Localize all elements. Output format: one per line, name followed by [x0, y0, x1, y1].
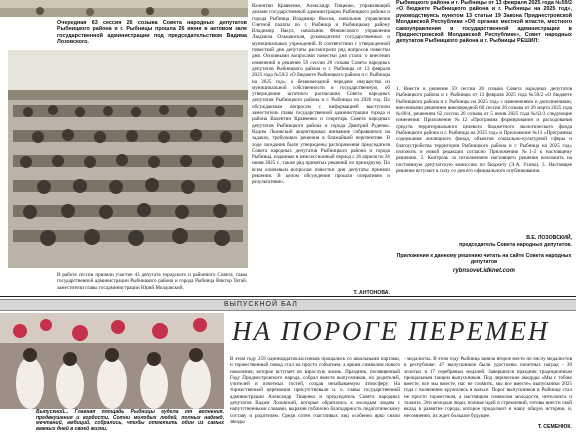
session-hall-photo [0, 0, 248, 17]
session-article-body: Валентин Кравченко, Александр Тищенко, управляющий делами государственной администрации Рыбницкого района и города Рыбница Владимир Якосик, начальник управления Счетной палаты по г. Рыбница и Рыбницкому району Владимир Накул, начальник Финансового управления Людмила Ольшанская, руководители государственных и муниципальных учреждений. В соответствии с утвержденной повесткой дня депутаты рассмотрели ряд вопросов повестки дня. Основными вопросами повестки дня стали: о внесении изменений в решение 59 сессии 26 созыва Совета народных депутатов Рыбницкого района и г. Рыбницы от 13 февраля 2025 года №59/2 «О бюджете Рыбницкого района и г. Рыбницы на 2025 год», о безвозмездной передаче имущества из муниципальной собственности в государственную, об утверждении штатного расписания Совета народных депутатов Рыбницкого района и г. Рыбницы на 2026 год. По обсуждаемым вопросам с информацией выступили заместитель главы государственной администрации города и района Валентин Кравченко и секретарь Совета народных депутатов Рыбницкого района и города Дмитрий Руденко. Вадим Лозовский акцентировал внимание собравшихся на задачах, требующих решения в ближайшей перспективе. В ходе заседания были утверждены распоряжения председателя Совета народных депутатов Рыбницкого района и города Рыбница, изданные в межсессионный период с 26 апреля по 26 июня 2025 г., также ряд принятых решений по президиуму. По всем ключевым вопросам повестки дня депутаты приняли решения. В целом обсуждения прошли оперативно и результативно. [252, 3, 390, 186]
budget-decision-signature: В.Е. ЛОЗОВСКИЙ, [526, 235, 572, 241]
graduates-photo [0, 313, 224, 409]
session-participants-caption: В работе сессии приняли участие 43 депутата городского и районного Совета, глава государственной администрации Рыбницкого района и города Рыбница Виктор Тягай, заместители главы госадминистрации Юрий Молдовский, [57, 272, 247, 291]
session-lead-paragraph: Очередная 63 сессия 26 созыва Совета народных депутатов Рыбницкого района и г. Рыбницы прошла 26 июня в актовом зале государственной администрации под председательством Вадима Лозовского. [57, 20, 247, 46]
budget-appendix-note: Приложения к данному решению читать на сайте Совета народных депутатов [396, 253, 572, 266]
graduation-article-body-2: - медалисты. В этом году Рыбница заняла второе место по числу медалистов в республике: 47 выпускников были удостоены почетных наград - 30 золотых и 17 серебряных медалей. Завершился праздник традиционным прощальным танцем выпускников. Под лирические аккорды «Мы с тобою вместе, все мы вместе, нас не сломить, мы все вместе» выпускники 2025 года с волнением кружились в вальсе. Порог выпускников в Рыбнице стал не просто торжеством, а настоящим символом молодости, интеллекта и таланта. Эти молодые люди, полные идей и стремлений, готовы внести свой вклад в развитие города, которое продолжит и нашу общую историю, и, несомненно, их ждет большое будущее. [404, 356, 572, 419]
graduation-article-signature: Т. СЕМЕНЮК. [537, 424, 572, 430]
graduation-headline: НА ПОРОГЕ ПЕРЕМЕН [232, 316, 550, 346]
top-section-divider [0, 296, 576, 297]
council-website-link[interactable]: rybnsovet.idknet.com [452, 268, 515, 274]
session-audience-photo [8, 50, 248, 268]
session-article-signature: Т. АНТОНОВА. [353, 290, 390, 296]
section-rubric-band [0, 299, 576, 311]
budget-decision-body: 1. Внести в решение 59 сессии 26 созыва Совета народных депутатов Рыбницкого района и г. Рыбницы от 13 февраля 2025 года №59/2 «О бюджете Рыбницкого района и г. Рыбницы на 2025 год» с изменениями и дополнениями, внесенными решением внеочередной 60 сессии 26 созыва от 26 марта 2025 года №60/4, решением 62 сессии 26 созыва от 5 июня 2025 года №62/3 следующие изменения: Приложение №12 «Программа формирования и расходования средств территориального целевого бюджетного экологического фонда Рыбницкого района и г. Рыбницы на 2025 год» и Приложение №13 «Программы содержания жилищного фонда, объектов социально-культурной сферы и благоустройства территории Рыбницкого района и г. Рыбница на 2025 год» изложить в новой редакции согласно Приложению №1-2 к настоящему решению. 2. Контроль за исполнением настоящего решения возложить на постоянную депутатскую комиссию по бюджету (Э.А. Ухина). 3. Настоящее решение вступает в силу со дня его официального опубликования. [396, 86, 572, 174]
budget-decision-signature-role: председатель Совета народных депутатов. [459, 242, 572, 248]
budget-decision-lead: Рыбницкого района и г. Рыбницы от 13 февраля 2025 года №59/2 «О бюджете Рыбницкого района и г. Рыбницы на 2025 год», руководствуясь пунктом 13 статьи 19 Закона Приднестровской Молдавской Республики «Об органах местной власти, местного самоуправления и государственной администрации в Приднестровской Молдавской Республике», Совет народных депутатов Рыбницкого района и г. Рыбницы РЕШИЛ: [396, 0, 572, 45]
section-rubric-title: ВЫПУСКНОЙ БАЛ [224, 301, 298, 308]
graduation-caption: Выпускной... Главная площадь Рыбницы гудела от волнения, предвкушения и гордости. Сотни молодых людей, полных надежд, мечтаний, амбиций, собрались, чтобы отметить один из самых важных дней в своей жизни. [36, 409, 224, 432]
graduation-article-body-1: В этом году 259 одиннадцатиклассников прощались со школьными партами, и торжественный повод стал на просто событием, а ярким символом нового поколения, которое вступает во взрослую жизнь. Праздник, посвященный Году Приднестровского народа, собрал вместе выпускников, их родителей, учителей и почетных гостей, создав незабываемую атмосферу. На торжественной церемонии присутствовали и. о. главы государственной администрации Александр Тищенко и председатель Совета народных депутатов Вадим Лозовский, которые обратились к молодым людям с напутственными словами, выразив публично благодарность педагогическому составу и родителям. Среди сотен счастливых лиц особенно ярко сияли звезды [230, 356, 400, 425]
